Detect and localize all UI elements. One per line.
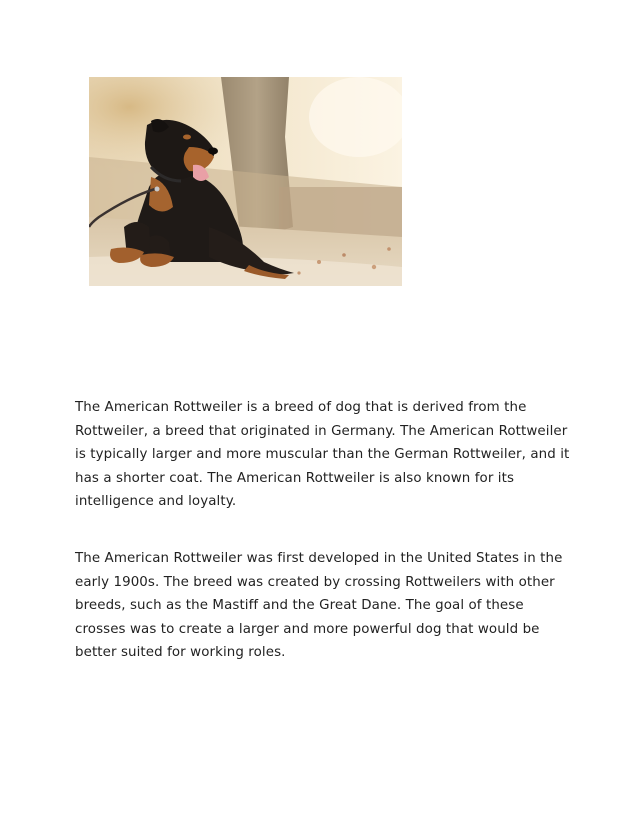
- paragraph-history: The American Rottweiler was first developed in the United States in the early 1900s. The breed was created by crossing Rottweilers with other breeds, such as the Mastiff and the Great Dane. The goal of these crosses was to create a larger and more powerful dog that would be better suited for working roles.: [75, 551, 563, 660]
- rottweiler-illustration: [89, 77, 402, 286]
- dog-photo: [89, 77, 402, 286]
- paragraph-intro: The American Rottweiler is a breed of dog that is derived from the Rottweiler, a breed that originated in Germany. The American Rottweiler is typically larger and more muscular than the German Rottweiler, and it has a shorter coat. The American Rottweiler is also known for its intelligence and loyalty.: [75, 400, 570, 509]
